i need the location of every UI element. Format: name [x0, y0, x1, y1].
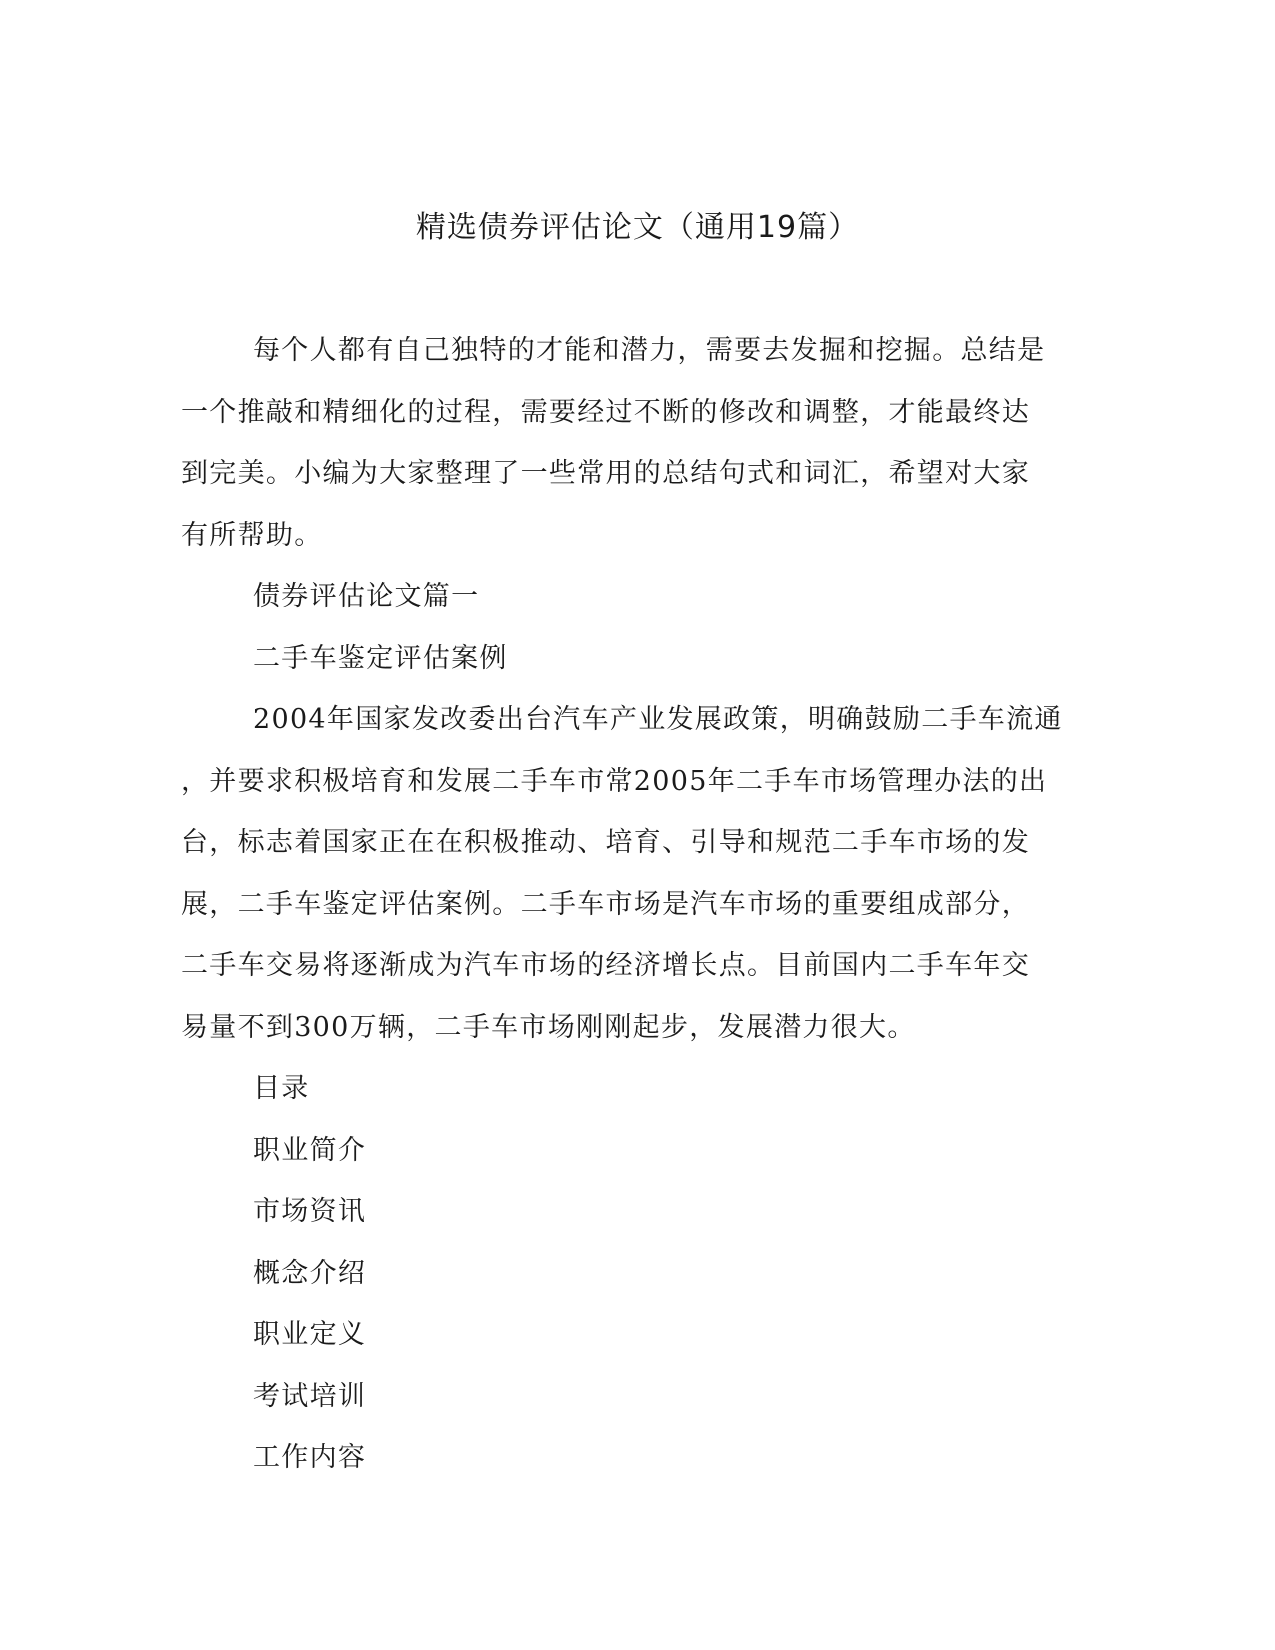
text-line: 二手车交易将逐渐成为汽车市场的经济增长点。目前国内二手车年交	[181, 950, 1030, 981]
text-line: 到完美。小编为大家整理了一些常用的总结句式和词汇，希望对大家	[181, 458, 1030, 489]
text-line: 有所帮助。	[181, 519, 323, 551]
toc-item: 工作内容	[253, 1442, 367, 1473]
intro-paragraph	[181, 320, 1046, 566]
toc-heading: 目录	[253, 1073, 310, 1104]
text-line: 展，二手车鉴定评估案例。二手车市场是汽车市场的重要组成部分，	[181, 888, 1030, 920]
toc-item: 考试培训	[253, 1380, 367, 1412]
case-paragraph	[181, 689, 1063, 1058]
text-line: ，并要求积极培育和发展二手车市常2005年二手车市场管理办法的出	[181, 765, 1048, 797]
text-line: 2004年国家发改委出台汽车产业发展政策，明确鼓励二手车流通	[253, 704, 1063, 735]
text-line: 台，标志着国家正在在积极推动、培育、引导和规范二手车市场的发	[181, 827, 1030, 858]
text-line: 每个人都有自己独特的才能和潜力，需要去发掘和挖掘。总结是	[253, 335, 1046, 366]
toc-item: 市场资讯	[253, 1196, 367, 1227]
document-title: 精选债券评估论文（通用19篇）	[415, 210, 860, 245]
text-line: 易量不到300万辆，二手车市场刚刚起步，发展潜力很大。	[181, 1011, 916, 1043]
case-title: 二手车鉴定评估案例	[253, 642, 508, 674]
toc-item: 概念介绍	[253, 1257, 367, 1289]
document-body	[181, 320, 1063, 1489]
toc-item: 职业定义	[253, 1319, 367, 1350]
toc-item: 职业简介	[253, 1134, 367, 1166]
section-heading: 债券评估论文篇一	[253, 581, 480, 612]
toc-list	[181, 1120, 1036, 1489]
text-line: 一个推敲和精细化的过程，需要经过不断的修改和调整，才能最终达	[181, 396, 1030, 428]
